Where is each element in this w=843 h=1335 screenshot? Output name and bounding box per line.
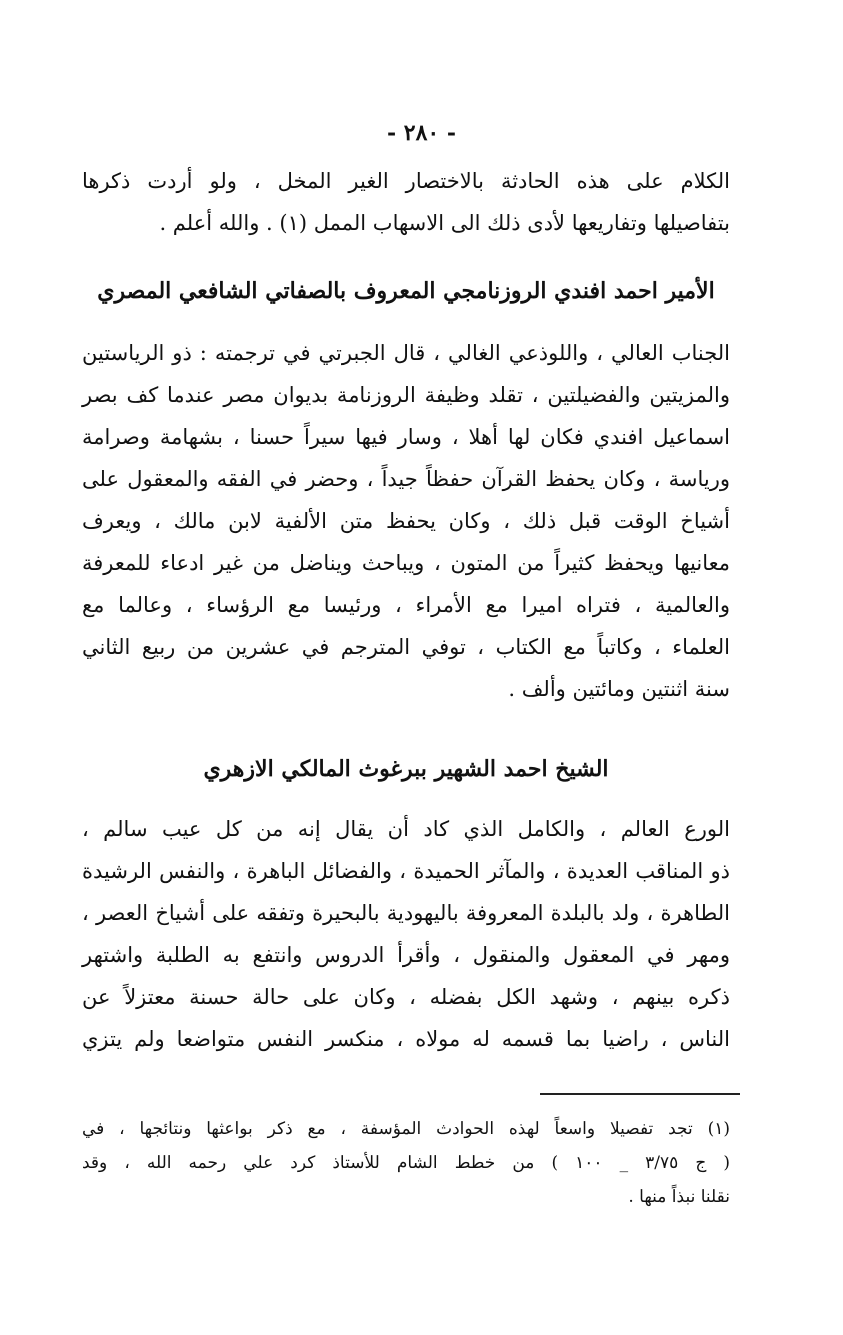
text-line: والعالمية ، فتراه اميرا مع الأمراء ، ورئيسا مع الرؤساء ، وعالما مع: [82, 593, 730, 617]
text-line: اسماعيل افندي فكان لها أهلا ، وسار فيها سيراً حسنا ، بشهامة وصرامة: [82, 425, 730, 449]
text-line: والمزيتين والفضيلتين ، تقلد وظيفة الروزنامة بديوان مصر عندما كف بصر: [82, 383, 730, 407]
text-line: الناس ، راضيا بما قسمه له مولاه ، منكسر النفس متواضعا ولم يتزي: [82, 1027, 730, 1051]
text-line: ورياسة ، وكان يحفظ القرآن حفظاً جيداً ، وحضر في الفقه والمعقول على: [82, 467, 730, 491]
section-2-paragraph: [82, 808, 730, 1060]
text-line: معانيها ويحفظ كثيراً من المتون ، ويباحث ويناضل من غير ادعاء للمعرفة: [82, 551, 730, 575]
footnote-line: نقلنا نبذاً منها .: [628, 1187, 730, 1207]
footnote: [82, 1112, 730, 1214]
intro-paragraph: [82, 160, 730, 244]
page-number: - ٢٨٠ -: [386, 120, 457, 146]
text-line: سنة اثنتين ومائتين وألف .: [508, 677, 730, 701]
text-line: ذكره بينهم ، وشهد الكل بفضله ، وكان على حالة حسنة معتزلاً عن: [82, 985, 730, 1009]
footnote-separator: [540, 1093, 740, 1095]
text-line: بتفاصيلها وتفاريعها لأدى ذلك الى الاسهاب الممل (١) . والله أعلم .: [159, 211, 730, 235]
text-line: الجناب العالي ، واللوذعي الغالي ، قال الجبرتي في ترجمته : ذو الرياستين: [82, 341, 730, 365]
text-line: العلماء ، وكاتباً مع الكتاب ، توفي المترجم في عشرين من ربيع الثاني: [82, 635, 730, 659]
footnote-line: ( ج ٣/٧٥ _ ١٠٠ ) من خطط الشام للأستاذ كرد علي رحمه الله ، وقد: [82, 1153, 731, 1173]
section-heading-2: الشيخ احمد الشهير ببرغوث المالكي الازهري: [203, 756, 609, 782]
text-line: الطاهرة ، ولد بالبلدة المعروفة باليهودية بالبحيرة وتفقه على أشياخ العصر ،: [82, 901, 730, 925]
section-heading-1: الأمير احمد افندي الروزنامجي المعروف بالصفاتي الشافعي المصري: [97, 278, 715, 304]
section-1-paragraph: [82, 332, 730, 710]
text-line: الكلام على هذه الحادثة بالاختصار الغير المخل ، ولو أردت ذكرها: [82, 169, 730, 193]
footnote-line: (١) تجد تفصيلا واسعاً لهذه الحوادث المؤسفة ، مع ذكر بواعثها ونتائجها ، في: [82, 1119, 730, 1139]
text-line: ومهر في المعقول والمنقول ، وأقرأ الدروس وانتفع به الطلبة واشتهر: [82, 943, 730, 967]
text-line: الورع العالم ، والكامل الذي كاد أن يقال إنه من كل عيب سالم ،: [82, 817, 730, 841]
text-line: أشياخ الوقت قبل ذلك ، وكان يحفظ متن الألفية لابن مالك ، ويعرف: [82, 509, 730, 533]
text-line: ذو المناقب العديدة ، والمآثر الحميدة ، والفضائل الباهرة ، والنفس الرشيدة: [82, 859, 730, 883]
